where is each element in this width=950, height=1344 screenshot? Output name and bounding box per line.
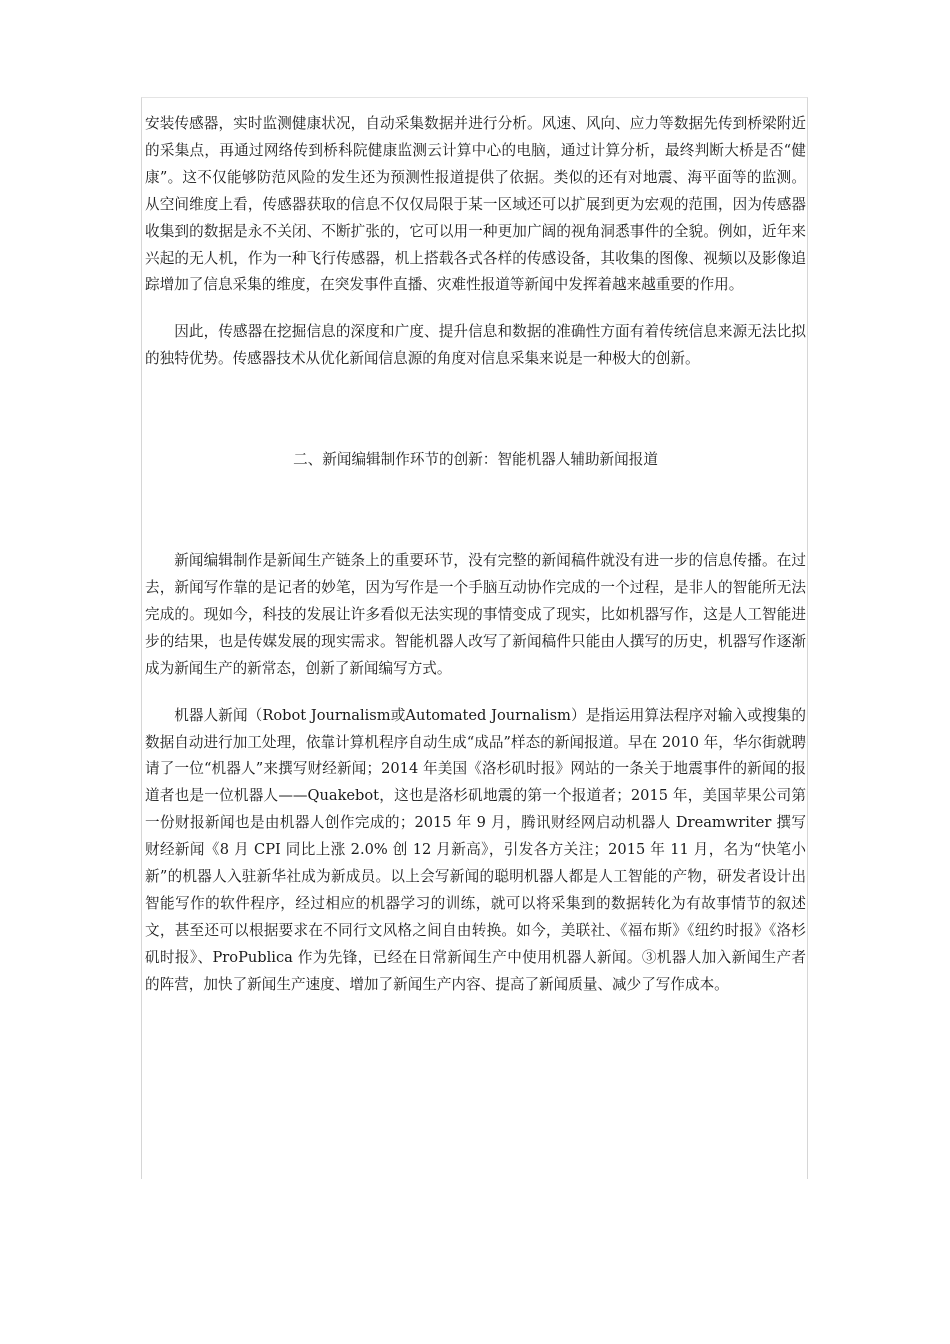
paragraph-sensor-monitoring: 安装传感器，实时监测健康状况，自动采集数据并进行分析。风速、风向、应力等数据先传到桥梁附近的采集点，再通过网络传到桥科院健康监测云计算中心的电脑，通过计算分析，最终判断大桥是否“健康”。这不仅能够防范风险的发生还为预测性报道提供了依据。类似的还有对地震、海平面等的监测。从空间维度上看，传感器获取的信息不仅仅局限于某一区域还可以扩展到更为宏观的范围，因为传感器收集到的数据是永不关闭、不断扩张的，它可以用一种更加广阔的视角洞悉事件的全貌。例如，近年来兴起的无人机，作为一种飞行传感器，机上搭载各式各样的传感设备，其收集的图像、视频以及影像追踪增加了信息采集的维度，在突发事件直播、灾难性报道等新闻中发挥着越来越重要的作用。 bbox=[145, 115, 806, 294]
paragraph-news-editing: 新闻编辑制作是新闻生产链条上的重要环节，没有完整的新闻稿件就没有进一步的信息传播。在过去，新闻写作靠的是记者的妙笔，因为写作是一个手脑互动协作完成的一个过程，是非人的智能所无法完成的。现如今，科技的发展让许多看似无法实现的事情变成了现实，比如机器写作，这是人工智能进步的结果，也是传媒发展的现实需求。智能机器人改写了新闻稿件只能由人撰写的历史，机器写作逐渐成为新闻生产的新常态，创新了新闻编写方式。 bbox=[145, 552, 806, 677]
document-body bbox=[145, 111, 806, 999]
document-page bbox=[141, 97, 808, 1179]
paragraph-sensor-advantage: 因此，传感器在挖掘信息的深度和广度、提升信息和数据的准确性方面有着传统信息来源无法比拟的独特优势。传感器技术从优化新闻信息源的角度对信息采集来说是一种极大的创新。 bbox=[145, 323, 806, 368]
section-heading: 二、新闻编辑制作环节的创新：智能机器人辅助新闻报道 bbox=[293, 451, 658, 469]
paragraph-robot-journalism: 机器人新闻（Robot Journalism或Automated Journalism）是指运用算法程序对输入或搜集的数据自动进行加工处理，依靠计算机程序自动生成“成品”样态的新闻报道。早在 2010 年，华尔街就聘请了一位“机器人”来撰写财经新闻；2014 年美国《洛杉矶时报》网站的一条关于地震事件的新闻的报道者也是一位机器人——Quakebot，这也是洛杉矶地震的第一个报道者；2015 年，美国苹果公司第一份财报新闻也是由机器人创作完成的；2015 年 9 月，腾讯财经网启动机器人 Dreamwriter 撰写财经新闻《8 月 CPI 同比上涨 2.0% 创 12 月新高》，引发各方关注；2015 年 11 月，名为“快笔小新”的机器人入驻新华社成为新成员。以上会写新闻的聪明机器人都是人工智能的产物，研发者设计出智能写作的软件程序，经过相应的机器学习的训练，就可以将采集到的数据转化为有故事情节的叙述文，甚至还可以根据要求在不同行文风格之间自由转换。如今，美联社、《福布斯》《纽约时报》《洛杉矶时报》、ProPublica 作为先锋，已经在日常新闻生产中使用机器人新闻。③机器人加入新闻生产者的阵营，加快了新闻生产速度、增加了新闻生产内容、提高了新闻质量、减少了写作成本。 bbox=[145, 706, 806, 993]
